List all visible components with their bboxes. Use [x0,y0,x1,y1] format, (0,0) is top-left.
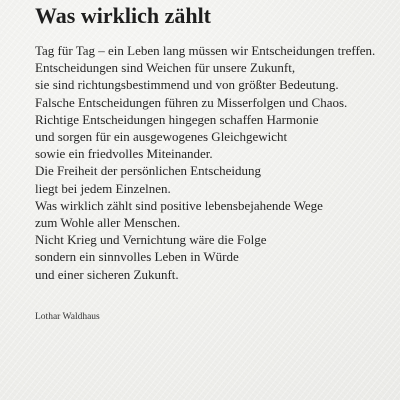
poem-line: Richtige Entscheidungen hingegen schaffen Harmonie [35,111,319,127]
poem-line: Entscheidungen sind Weichen für unsere Zukunft, [35,60,296,76]
poem-body [35,42,375,283]
poem-line: und sorgen für ein ausgewogenes Gleichgewicht [35,129,288,145]
poem-title: Was wirklich zählt [35,3,212,28]
poem-line: sie sind richtungsbestimmend und von größter Bedeutung. [35,77,339,93]
poem-line: Falsche Entscheidungen führen zu Misserfolgen und Chaos. [35,94,348,110]
poem-line: Tag für Tag – ein Leben lang müssen wir Entscheidungen treffen. [35,43,376,58]
poem-line: zum Wohle aller Menschen. [35,215,181,231]
poem-line: und einer sicheren Zukunft. [35,266,179,282]
poem-line: liegt bei jedem Einzelnen. [35,180,171,196]
poem-line: Nicht Krieg und Vernichtung wäre die Folge [35,232,267,248]
poem-author: Lothar Waldhaus [35,312,100,322]
poem-line: sowie ein friedvolles Miteinander. [35,146,213,162]
poem-line: Die Freiheit der persönlichen Entscheidung [35,163,261,179]
poem-line: Was wirklich zählt sind positive lebensbejahende Wege [35,197,323,213]
poem-line: sondern ein sinnvolles Leben in Würde [35,249,239,265]
